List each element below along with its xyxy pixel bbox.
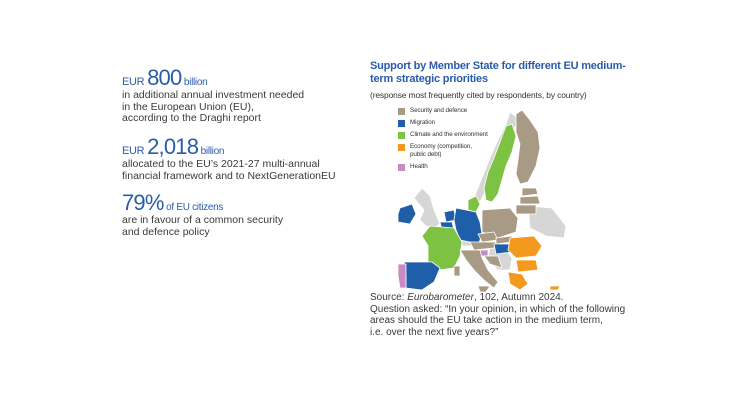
legend-swatch bbox=[398, 120, 405, 127]
stat-line: financial framework and to NextGenerationEU bbox=[122, 169, 336, 182]
legend-label: Economy (competition, public debt) bbox=[410, 143, 472, 158]
legend-swatch bbox=[398, 144, 405, 151]
portugal bbox=[398, 264, 406, 288]
legend-item-security bbox=[398, 107, 498, 115]
source-publication: Eurobarometer bbox=[407, 292, 474, 303]
sardinia bbox=[454, 266, 460, 276]
legend-item-climate bbox=[398, 131, 498, 139]
latvia bbox=[520, 196, 540, 204]
lithuania bbox=[516, 205, 536, 214]
stat-unit: billion bbox=[181, 77, 208, 88]
stat-line: in the European Union (EU), bbox=[122, 100, 254, 113]
united-kingdom bbox=[414, 188, 440, 228]
legend-item-economy bbox=[398, 143, 498, 159]
stat-investment bbox=[122, 67, 342, 125]
spain bbox=[404, 262, 440, 290]
romania bbox=[508, 236, 542, 258]
stat-currency: EUR bbox=[122, 76, 148, 88]
greece bbox=[508, 272, 528, 290]
stat-budget bbox=[122, 136, 342, 182]
stat-unit: billion bbox=[198, 146, 225, 157]
stat-description bbox=[122, 90, 342, 125]
stat-line: according to the Draghi report bbox=[122, 112, 261, 124]
legend-swatch bbox=[398, 132, 405, 139]
stat-description bbox=[122, 215, 342, 238]
question-line: i.e. over the next five years?” bbox=[370, 326, 499, 338]
stat-citizens bbox=[122, 192, 342, 238]
map-subtitle: (response most frequently cited by respondents, by country) bbox=[370, 90, 587, 100]
legend-label: Health bbox=[410, 163, 428, 170]
question-line: Question asked: “In your opinion, in which of the following bbox=[370, 303, 626, 315]
map-legend bbox=[398, 107, 498, 175]
bulgaria bbox=[516, 260, 538, 272]
stat-line: allocated to the EU’s 2021-27 multi-annual bbox=[122, 158, 320, 170]
czechia bbox=[478, 232, 498, 242]
stat-line: in additional annual investment needed bbox=[122, 89, 305, 101]
legend-item-migration bbox=[398, 119, 498, 127]
legend-swatch bbox=[398, 164, 405, 171]
map-title: Support by Member State for different EU medium-term strategic priorities bbox=[370, 60, 626, 85]
source-note bbox=[370, 292, 660, 338]
source-line: Source: Eurobarometer, 102, Autumn 2024. bbox=[370, 292, 564, 303]
stat-line: and defence policy bbox=[122, 225, 210, 238]
legend-item-health bbox=[398, 163, 498, 171]
stat-description bbox=[122, 159, 342, 182]
legend-swatch bbox=[398, 108, 405, 115]
estonia bbox=[522, 188, 538, 196]
cyprus bbox=[550, 286, 560, 290]
ireland bbox=[398, 204, 416, 224]
legend-label: Migration bbox=[410, 119, 435, 126]
stat-number: 800 bbox=[147, 65, 182, 90]
finland bbox=[516, 110, 540, 184]
stat-currency: EUR bbox=[122, 145, 148, 157]
stat-unit: of EU citizens bbox=[163, 202, 224, 213]
stat-number: 79% bbox=[122, 190, 164, 215]
legend-label: Climate and the environment bbox=[410, 131, 488, 138]
stat-line: are in favour of a common security bbox=[122, 214, 284, 226]
stat-number: 2,018 bbox=[147, 134, 199, 159]
legend-label: Security and defence bbox=[410, 107, 468, 114]
question-line: areas should the EU take action in the medium term, bbox=[370, 315, 603, 326]
